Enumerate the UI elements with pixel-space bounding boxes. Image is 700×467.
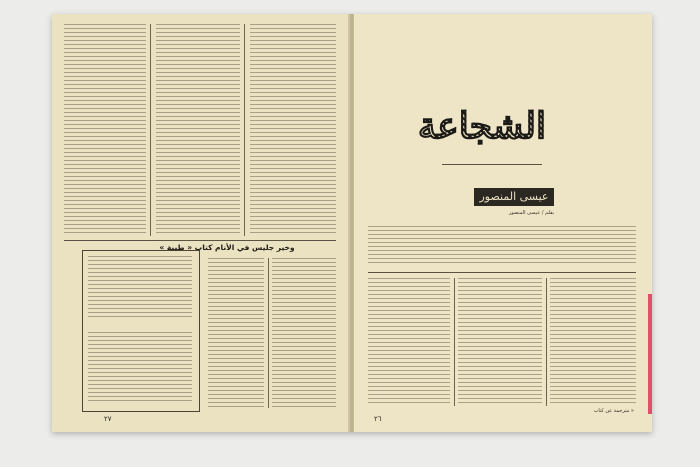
- column-rule: [268, 258, 269, 408]
- poem-text: [88, 256, 192, 318]
- column-rule: [244, 24, 245, 236]
- page-number-left: ٢٧: [104, 415, 112, 423]
- poem-text: [88, 332, 192, 404]
- title-underline: [442, 164, 542, 165]
- edge-marker: [648, 294, 652, 414]
- section-divider: [64, 240, 336, 241]
- author-name: عيسى المنصور: [474, 188, 554, 206]
- column-rule: [546, 278, 547, 406]
- section-divider: [368, 272, 636, 273]
- text-column: [550, 278, 636, 406]
- column-rule: [454, 278, 455, 406]
- text-column: [272, 258, 336, 408]
- text-column: [208, 258, 264, 408]
- article-title: الشجاعة: [417, 105, 546, 147]
- footnote: « مترجمة عن كتاب: [593, 408, 634, 414]
- left-page: [52, 14, 350, 432]
- intro-text: [368, 226, 636, 266]
- right-page: [354, 14, 652, 432]
- text-column: [458, 278, 542, 406]
- magazine-spread: [52, 14, 652, 432]
- text-column: [368, 278, 450, 406]
- text-column: [156, 24, 240, 236]
- page-number-right: ٢٦: [374, 415, 382, 423]
- box-title: وخير جليس في الأنام كتاب « طيبة »: [159, 243, 295, 252]
- text-column: [64, 24, 146, 236]
- column-rule: [150, 24, 151, 236]
- text-column: [250, 24, 336, 236]
- title-artwork: [417, 99, 546, 159]
- byline: بقلم / عيسى المنصور: [508, 210, 554, 216]
